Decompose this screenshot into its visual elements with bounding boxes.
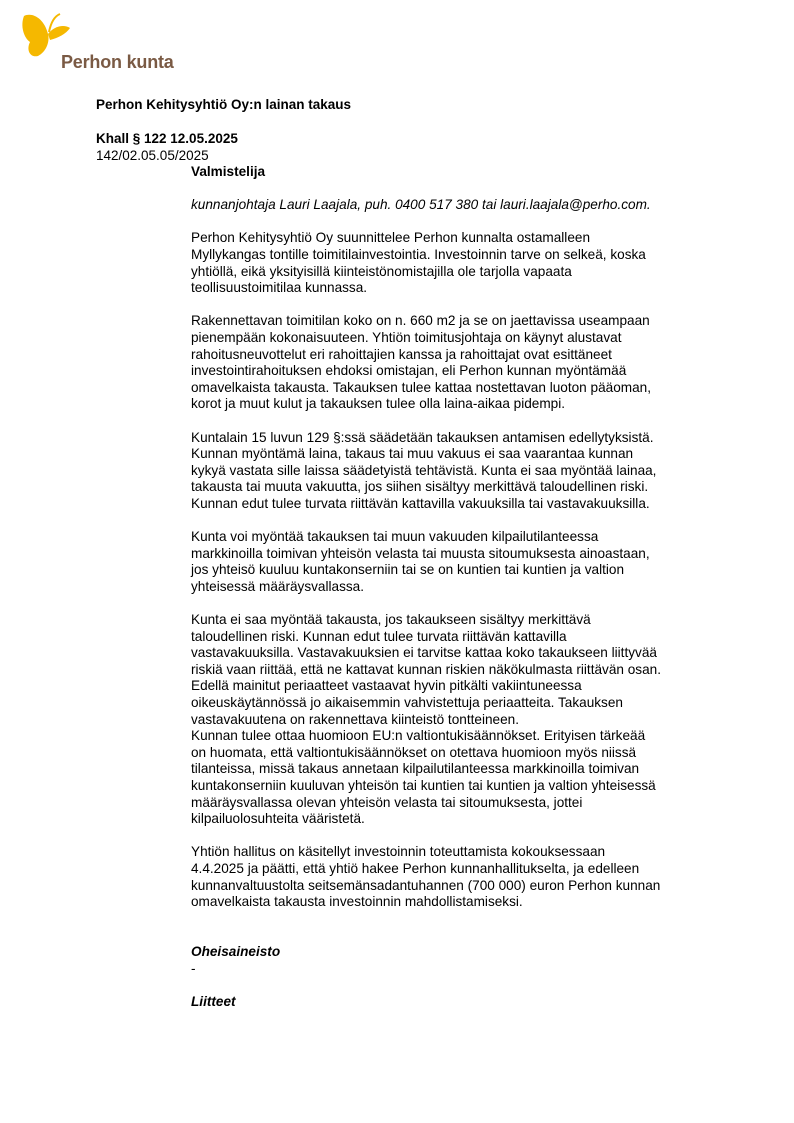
text-line: yhtiöllä, eikä yksityisillä kiinteistönomistajilla ole tarjolla vapaata xyxy=(191,263,572,279)
text-line: Kunnan edut tulee turvata riittävän kattavilla vakuuksilla tai vastavakuuksilla. xyxy=(191,495,650,511)
text-line: markkinoilla toimivan yhteisön velasta tai muusta sitoumuksesta ainoastaan, xyxy=(191,545,650,561)
text-line: pienempään kokonaisuuteen. Yhtiön toimitusjohtaja on käynyt alustavat xyxy=(191,329,622,345)
text-line: rahoitusneuvottelut eri rahoittajien kanssa ja rahoittajat ovat esittäneet xyxy=(191,346,612,362)
text-line: Perhon Kehitysyhtiö Oy suunnittelee Perhon kunnalta ostamalleen xyxy=(191,230,590,246)
municipality-logo xyxy=(20,12,200,72)
attachments-heading: Oheisaineisto xyxy=(191,943,281,959)
appendices-heading: Liitteet xyxy=(191,993,236,1009)
text-line: kilpailuolosuhteita vääristetä. xyxy=(191,811,365,827)
preparer-line: kunnanjohtaja Lauri Laajala, puh. 0400 517 380 tai lauri.laajala@perho.com. xyxy=(191,197,651,213)
text-line: kuntakonserniin kuuluvan yhteisön tai kuntien tai kuntien ja valtion yhteisessä xyxy=(191,777,656,793)
text-line: Kunnan tulee ottaa huomioon EU:n valtiontukisäännökset. Erityisen tärkeää xyxy=(191,728,646,744)
attachments-value: - xyxy=(191,960,196,976)
text-line: Edellä mainitut periaatteet vastaavat hyvin pitkälti vakiintuneessa xyxy=(191,678,582,694)
text-line: vastavakuutena on rakennettava kiinteistö tontteineen. xyxy=(191,711,519,727)
paragraph-3 xyxy=(191,430,711,513)
document-number: 142/02.05.05/2025 xyxy=(96,148,209,163)
logo-wordmark: Perhon kunta xyxy=(61,52,174,72)
preparer-heading: Valmistelija xyxy=(191,164,266,179)
paragraph-6 xyxy=(191,844,711,910)
text-line: tilanteissa, missä takaus annetaan kilpailutilanteessa markkinoilla toimivan xyxy=(191,761,640,777)
text-line: määräysvallassa olevan yhteisön velasta tai sitoumuksesta, jottei xyxy=(191,794,583,810)
text-line: on huomata, että valtiontukisäännökset on otettava huomioon myös niissä xyxy=(191,744,637,760)
paragraph-1 xyxy=(191,230,711,296)
paragraph-2 xyxy=(191,313,711,413)
text-line: kykyä vastata sille laissa säädetyistä tehtävistä. Kunta ei saa myöntää lainaa, xyxy=(191,462,657,478)
text-line: Myllykangas tontille toimitilainvestointia. Investoinnin tarve on selkeä, koska xyxy=(191,246,646,262)
text-line: korot ja muut kulut ja takauksen tulee olla laina-aikaa pidempi. xyxy=(191,396,566,412)
text-line: jos yhteisö kuuluu kuntakonserniin tai se on kuntien tai kuntien ja valtion xyxy=(191,562,625,578)
text-line: takausta tai muuta vakuutta, jos siihen sisältyy merkittävä taloudellinen riski. xyxy=(191,479,649,495)
text-line: Kuntalain 15 luvun 129 §:ssä säädetään takauksen antamisen edellytyksistä. xyxy=(191,429,654,445)
text-line: yhteisessä määräysvallassa. xyxy=(191,578,365,594)
text-line: oikeuskäytännössä jo aikaisemmin vahvistettuja periaatteita. Takauksen xyxy=(191,695,623,710)
text-line: Kunta ei saa myöntää takausta, jos takaukseen sisältyy merkittävä xyxy=(191,612,591,628)
text-line: investointirahoituksen ehdoksi omistajan, eli Perhon kunnan myöntämää xyxy=(191,363,627,379)
text-line: omavelkaista takausta. Takauksen tulee kattaa nostettavan luoton pääoman, xyxy=(191,379,651,395)
text-line: kunnanvaltuustolta seitsemänsadantuhannen (700 000) euron Perhon kunnan xyxy=(191,877,661,893)
text-line: teollisuustoimitilaa kunnassa. xyxy=(191,280,368,296)
text-line: Kunnan myöntämä laina, takaus tai muu vakuus ei saa vaarantaa kunnan xyxy=(191,446,634,462)
document-title: Perhon Kehitysyhtiö Oy:n lainan takaus xyxy=(96,97,352,112)
text-line: Yhtiön hallitus on käsitellyt investoinnin toteuttamista kokouksessaan xyxy=(191,844,606,860)
text-line: omavelkaista takausta investoinnin mahdollistamiseksi. xyxy=(191,894,523,910)
text-line: taloudellinen riski. Kunnan edut tulee turvata riittävän kattavilla xyxy=(191,628,567,644)
text-line: Rakennettavan toimitilan koko on n. 660 m2 ja se on jaettavissa useampaan xyxy=(191,313,650,329)
paragraph-5 xyxy=(191,612,711,828)
text-line: Kunta voi myöntää takauksen tai muun vakuuden kilpailutilanteessa xyxy=(191,529,599,545)
meeting-reference: Khall § 122 12.05.2025 xyxy=(96,131,238,146)
text-line: vastavakuuksilla. Vastavakuuksien ei tarvitse kattaa koko takaukseen liittyvää xyxy=(191,645,657,661)
document-body xyxy=(191,164,711,1010)
text-line: riskiä vaan riittää, että ne kattavat kunnan riskien näkökulmasta riittävän osan. xyxy=(191,661,661,677)
paragraph-4 xyxy=(191,529,711,595)
text-line: 4.4.2025 ja päätti, että yhtiö hakee Perhon kunnanhallitukselta, ja edelleen xyxy=(191,860,640,876)
